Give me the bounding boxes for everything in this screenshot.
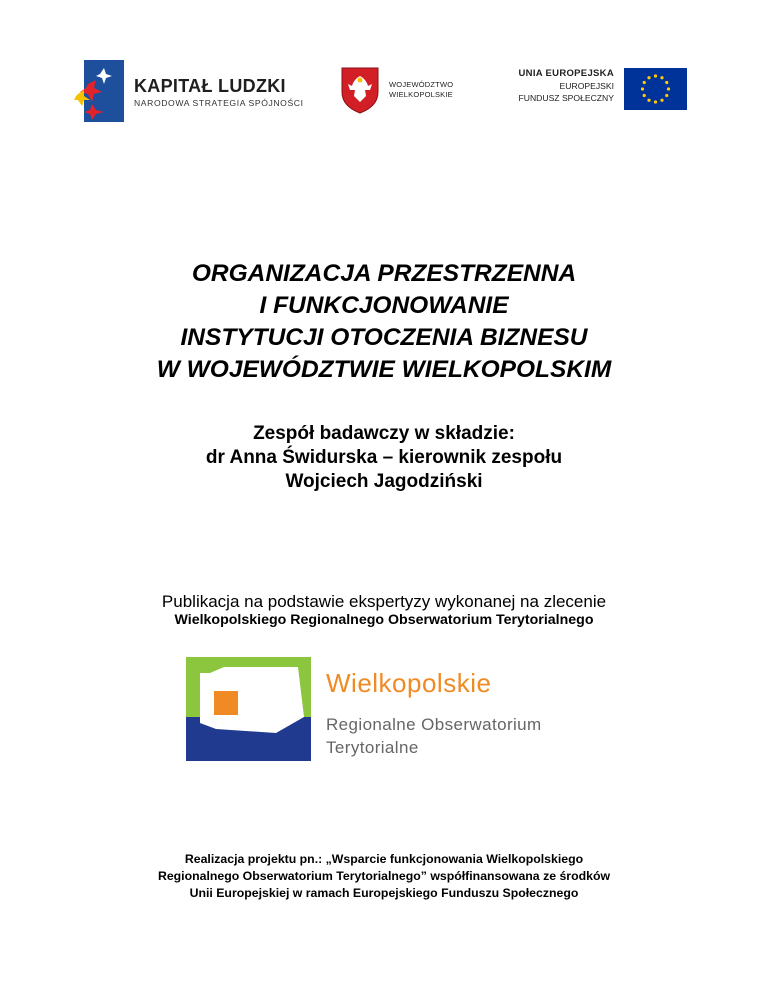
- eu-flag-icon: [624, 68, 687, 110]
- eu-label-line3: FUNDUSZ SPOŁECZNY: [518, 93, 614, 103]
- eu-label-line1: UNIA EUROPEJSKA: [518, 68, 614, 79]
- wielkopolskie-rot-logo-icon: [186, 657, 316, 761]
- footer-line: Realizacja projektu pn.: „Wsparcie funkcjonowania Wielkopolskiego: [184, 852, 584, 866]
- eu-star-icon: [660, 76, 663, 79]
- team-member-lead: dr Anna Świdurska – kierownik zespołu: [205, 447, 563, 468]
- kapital-ludzki-title: KAPITAŁ LUDZKI: [134, 76, 286, 96]
- logo-subtitle-line2: Terytorialne: [326, 738, 419, 757]
- kapital-ludzki-logo-icon: [74, 60, 124, 122]
- title-line: W WOJEWÓDZTWIE WIELKOPOLSKIM: [156, 356, 612, 383]
- team-member: Wojciech Jagodziński: [285, 471, 483, 492]
- eu-star-icon: [660, 99, 663, 102]
- eu-star-icon: [654, 74, 657, 77]
- kapital-ludzki-subtitle: NARODOWA STRATEGIA SPÓJNOŚCI: [134, 98, 304, 108]
- eu-label-line2: EUROPEJSKI: [559, 81, 614, 91]
- title-line: INSTYTUCJI OTOCZENIA BIZNESU: [180, 324, 588, 351]
- wojewodztwo-coat-of-arms-icon: [340, 66, 380, 114]
- team-heading: Zespół badawczy w składzie:: [253, 423, 515, 444]
- footer-line: Unii Europejskiej w ramach Europejskiego Funduszu Społecznego: [189, 886, 579, 900]
- research-team: [0, 422, 768, 494]
- eu-star-icon: [665, 94, 668, 97]
- eu-star-icon: [641, 87, 644, 90]
- wojewodztwo-label-line1: WOJEWÓDZTWO: [389, 80, 454, 89]
- eu-star-icon: [654, 100, 657, 103]
- footer-line: Regionalnego Obserwatorium Terytorialnego” współfinansowana ze środków: [157, 869, 611, 883]
- logo-name: Wielkopolskie: [326, 668, 492, 698]
- eu-fund-label: [519, 68, 615, 104]
- eu-star-icon: [643, 94, 646, 97]
- publication-commissioner: Wielkopolskiego Regionalnego Obserwatorium Terytorialnego: [174, 612, 594, 628]
- title-line: ORGANIZACJA PRZESTRZENNA: [191, 260, 577, 287]
- publication-note: Publikacja na podstawie ekspertyzy wykonanej na zlecenie: [161, 592, 607, 611]
- eu-star-icon: [647, 99, 650, 102]
- eu-star-icon: [665, 81, 668, 84]
- title-line: I FUNKCJONOWANIE: [259, 292, 509, 319]
- eu-star-icon: [647, 76, 650, 79]
- wojewodztwo-label-line2: WIELKOPOLSKIE: [389, 90, 453, 99]
- document-title: [0, 258, 768, 386]
- project-footer: [0, 851, 768, 902]
- header-logos: [74, 60, 694, 122]
- eu-star-icon: [667, 87, 670, 90]
- logo-subtitle-line1: Regionalne Obserwatorium: [326, 715, 542, 734]
- eu-star-icon: [643, 81, 646, 84]
